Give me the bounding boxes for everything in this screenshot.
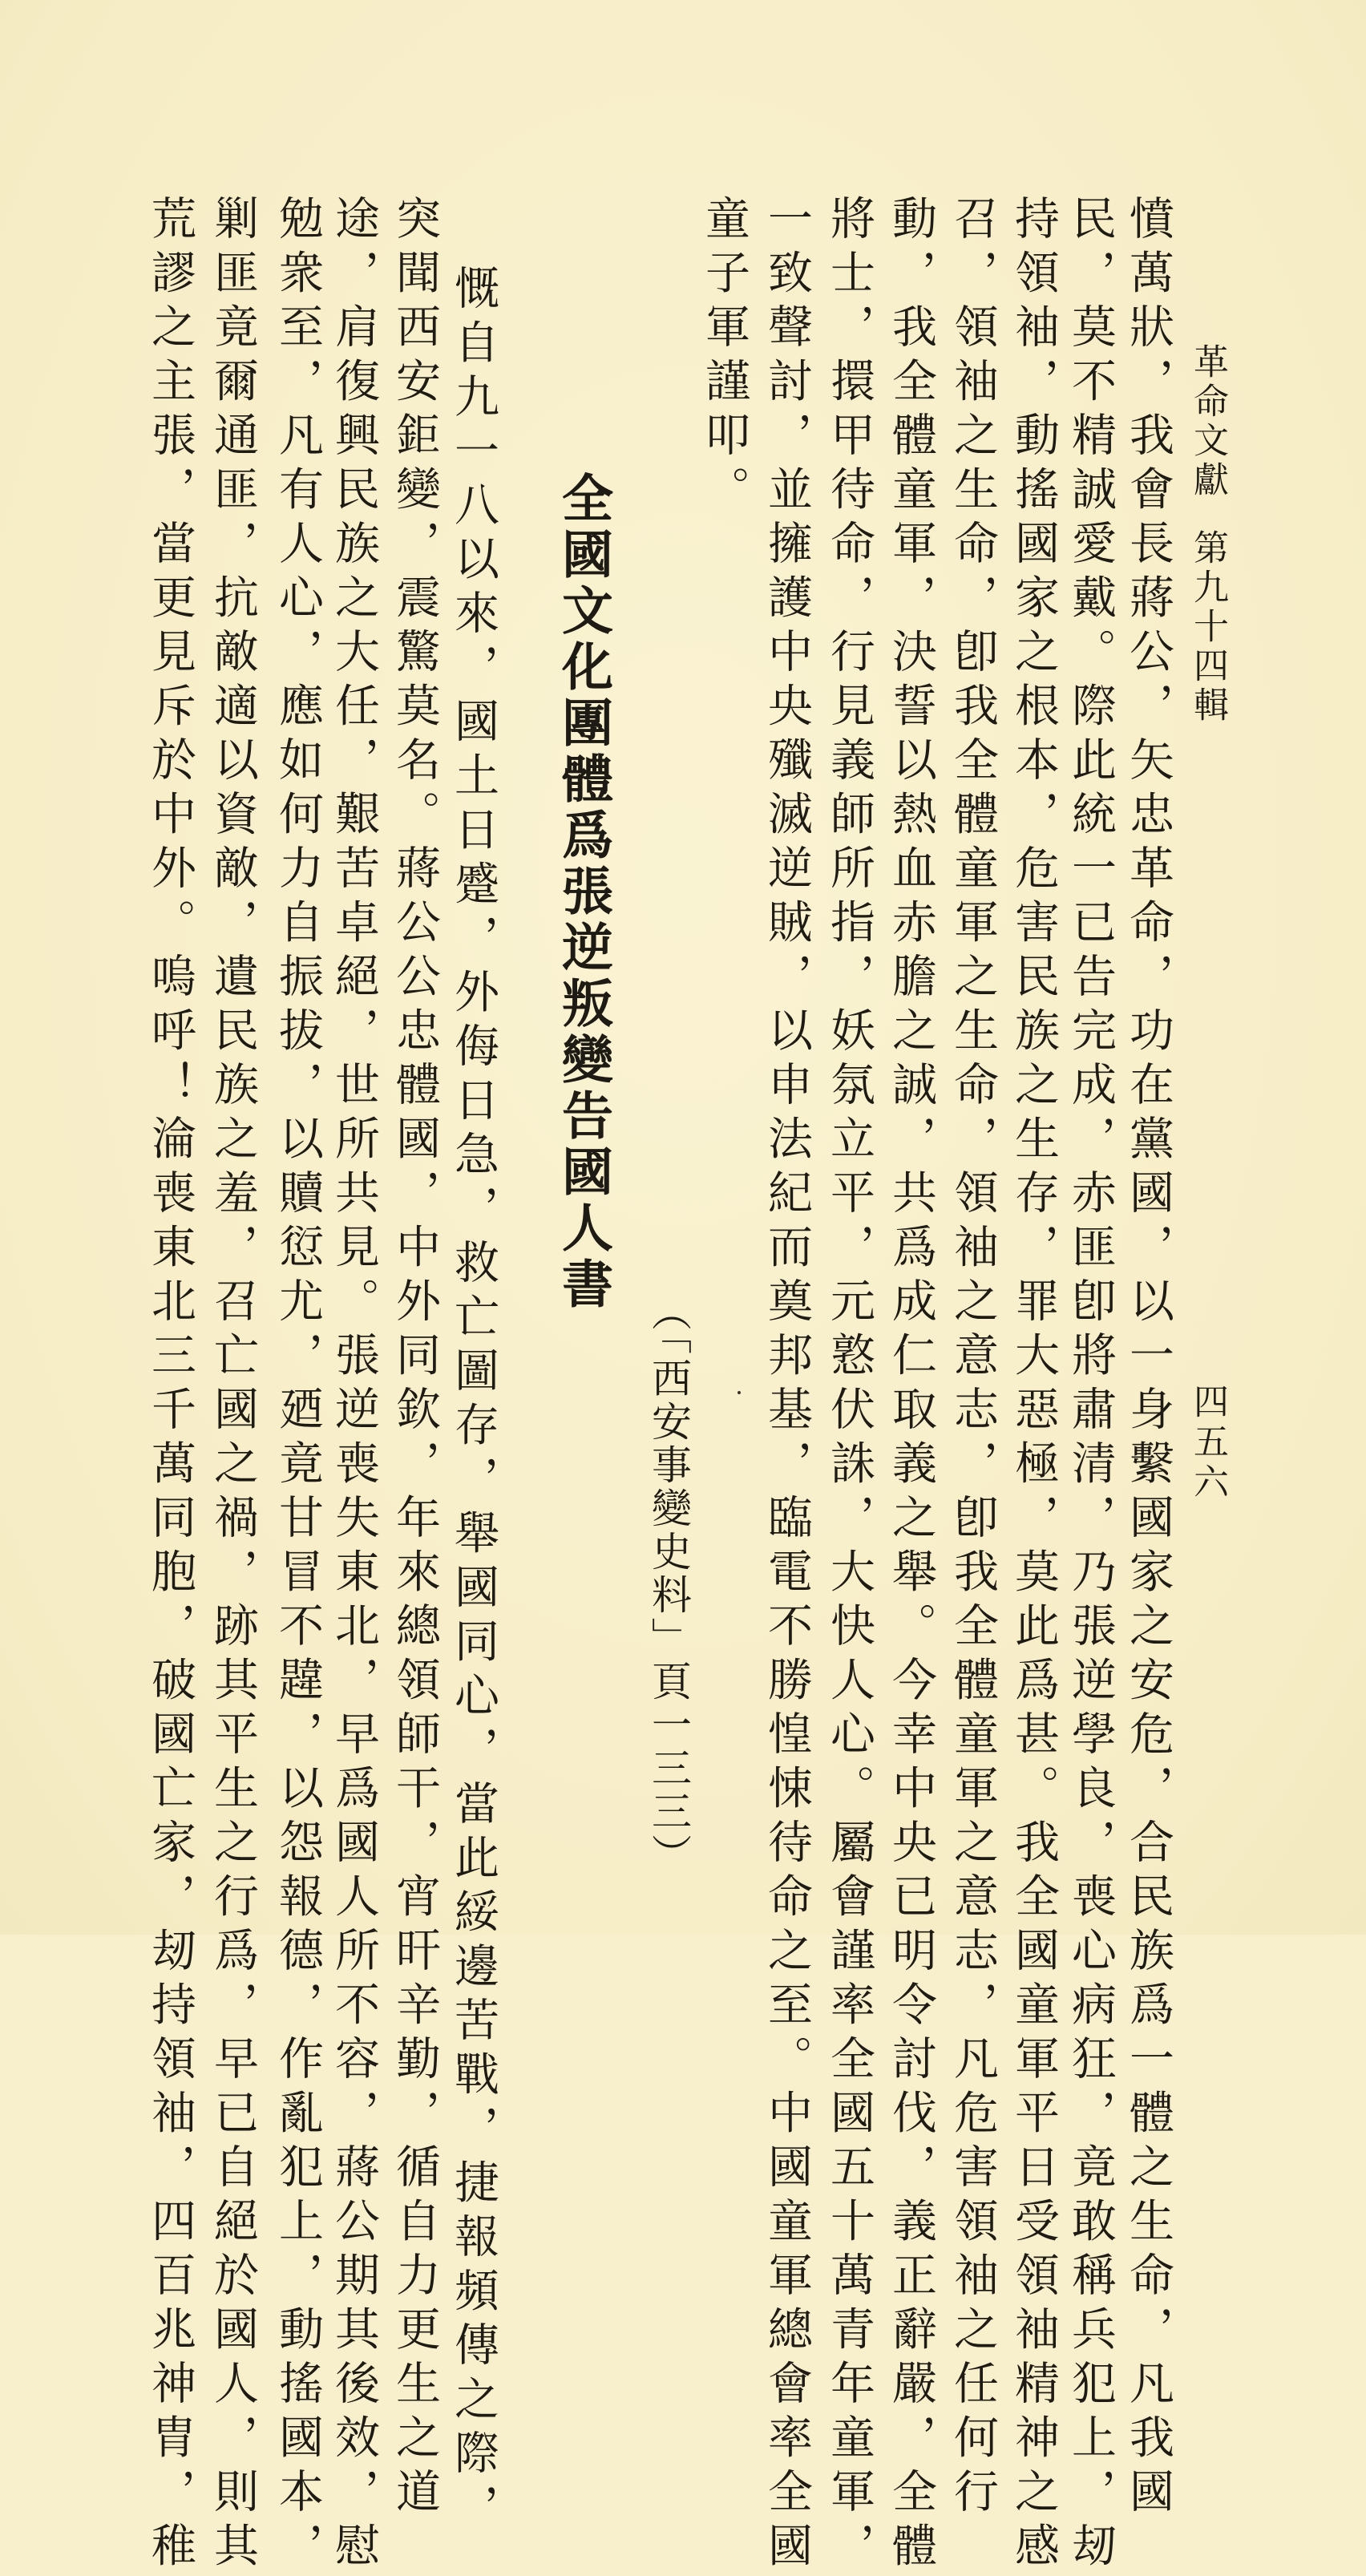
text-column: 一致聲討，並擁護中央殲滅逆賊，以申法紀而奠邦基，臨電不勝惶悚待命之至。中國童軍總會率全國 [761,195,813,2576]
document-title: 全國文化團體爲張逆叛變告國人書 [553,471,613,1313]
text-column: 荒謬之主張，當更見斥於中外。嗚呼！淪喪東北三千萬同胞，破國亡家，刼持領袖，四百兆神胄，稚 [144,195,196,2576]
text-column: 持領袖，動搖國家之根本，危害民族之生存，罪大惡極，莫此爲甚。我全國童軍平日受領袖精神之感 [1008,195,1060,2576]
text-column: 突聞西安鉅變，震驚莫名。蔣公公忠體國，中外同欽，年來總領師干，宵旰辛勤，循自力更生之道 [389,195,441,2522]
text-column: 勉衆至，凡有人心，應如何力自振拔，以贖愆尤，廼竟甘冒不韙，以怨報德，作亂犯上，動搖國本， [272,195,324,2576]
page-number: 四五六 [1187,1383,1228,1503]
book-title: 革命文獻 [1187,343,1228,500]
text-column: 剿匪竟爾通匪，抗敵適以資敵，遺民族之羞，召亡國之禍，跡其平生之行爲，早已自絕於國人，則其 [207,195,259,2576]
source-citation: （「西安事變史料」頁一三三） [645,1291,692,1877]
text-column: 動，我全體童軍，決誓以熱血赤膽之誠，共爲成仁取義之舉。今幸中央已明令討伐，義正辭嚴，全體 [885,195,937,2576]
volume-number: 第九十四輯 [1187,529,1228,726]
running-header [1185,343,1230,726]
text-column: 將士，擐甲待命，行見義師所指，妖氛立平，元憝伏誅，大快人心。屬會謹率全國五十萬青年童軍， [823,195,875,2576]
text-column: 途，肩復興民族之大任，艱苦卓絕，世所共見。張逆喪失東北，早爲國人所不容，蔣公期其後效，慰 [328,195,380,2576]
text-column: 童子軍謹叩。 [698,195,750,520]
text-column: 慨自九一八以來，國土日蹙，外侮日急，救亡圖存，舉國同心，當此綏邊苦戰，捷報頻傳之際， [447,265,499,2538]
text-column: 召，領袖之生命，卽我全體童軍之生命，領袖之意志，卽我全體童軍之意志，凡危害領袖之任何行 [947,195,999,2522]
text-column: 民，莫不精誠愛戴。際此統一已告完成，赤匪卽將肅清，乃張逆學良，喪心病狂，竟敢稱兵犯上，刼 [1065,195,1117,2576]
text-column: 憤萬狀，我會長蔣公，矢忠革命，功在黨國，以一身繫國家之安危，合民族爲一體之生命，凡我國 [1122,195,1174,2522]
stray-dot [738,1391,741,1394]
